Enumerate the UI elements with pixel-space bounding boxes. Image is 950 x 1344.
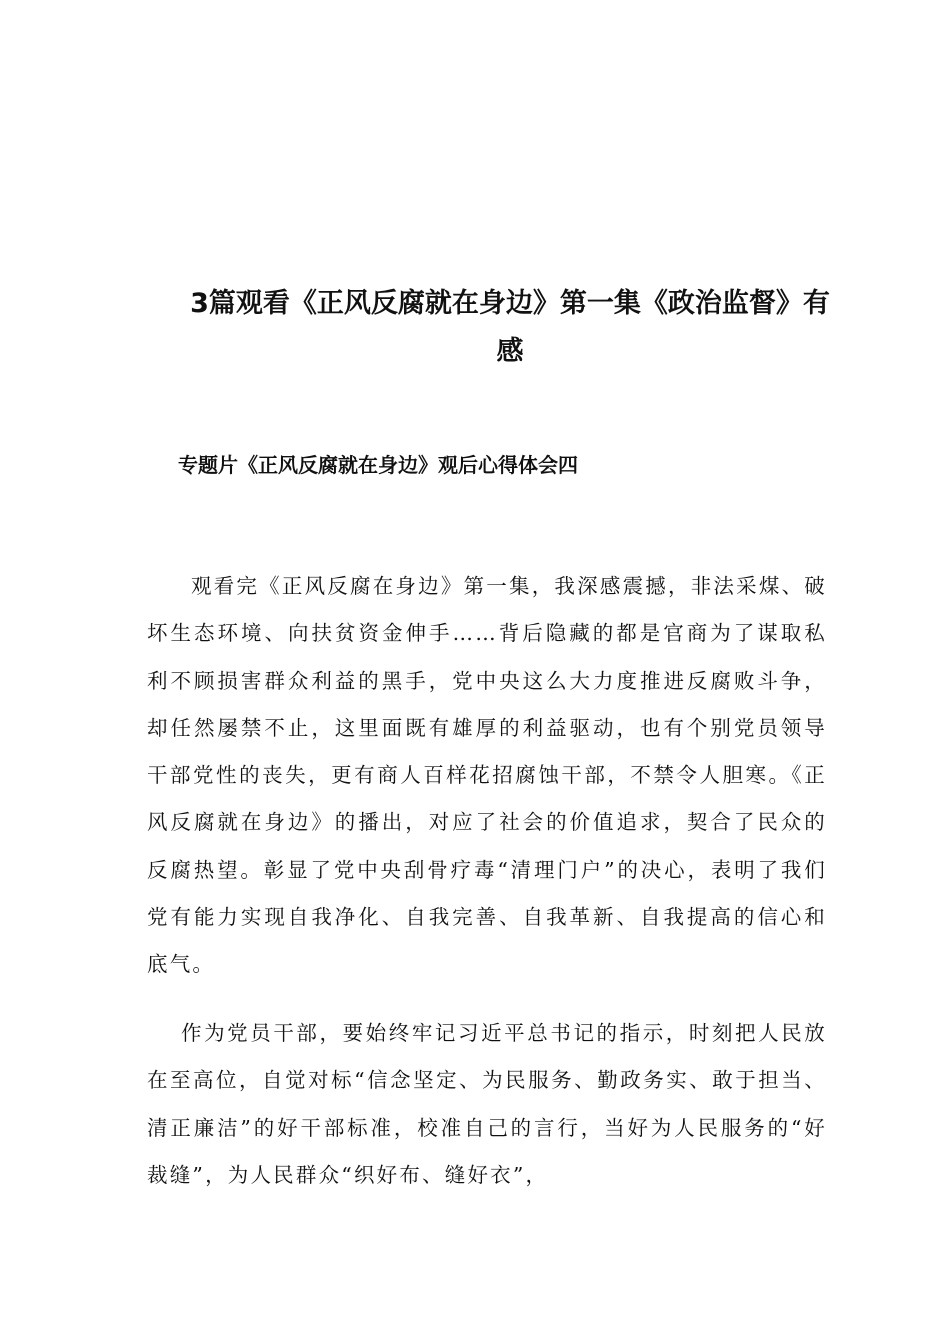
body-paragraph-2: 作为党员干部，要始终牢记习近平总书记的指示，时刻把人民放在至高位，自觉对标“信念坚定、为民服务、勤政务实、敢于担当、清正廉洁”的好干部标准，校准自己的言行，当好为人民服务的“好裁缝”，为人民群众“织好布、缝好衣”， [147, 1021, 827, 1187]
body-paragraph-1: 观看完《正风反腐在身边》第一集，我深感震撼，非法采煤、破坏生态环境、向扶贫资金伸手……背后隐藏的都是官商为了谋取私利不顾损害群众利益的黑手，党中央这么大力度推进反腐败斗争，却任然屡禁不止，这里面既有雄厚的利益驱动，也有个别党员领导干部党性的丧失，更有商人百样花招腐蚀干部，不禁令人胆寒。《正风反腐就在身边》的播出，对应了社会的价值追求，契合了民众的反腐热望。彰显了党中央刮骨疗毒“清理门户”的决心，表明了我们党有能力实现自我净化、自我完善、自我革新、自我提高的信心和底气。 [147, 574, 827, 977]
document-title: 3篇观看《正风反腐就在身边》第一集《政治监督》有感 [190, 288, 830, 367]
document-subtitle: 专题片《正风反腐就在身边》观后心得体会四 [178, 453, 578, 477]
